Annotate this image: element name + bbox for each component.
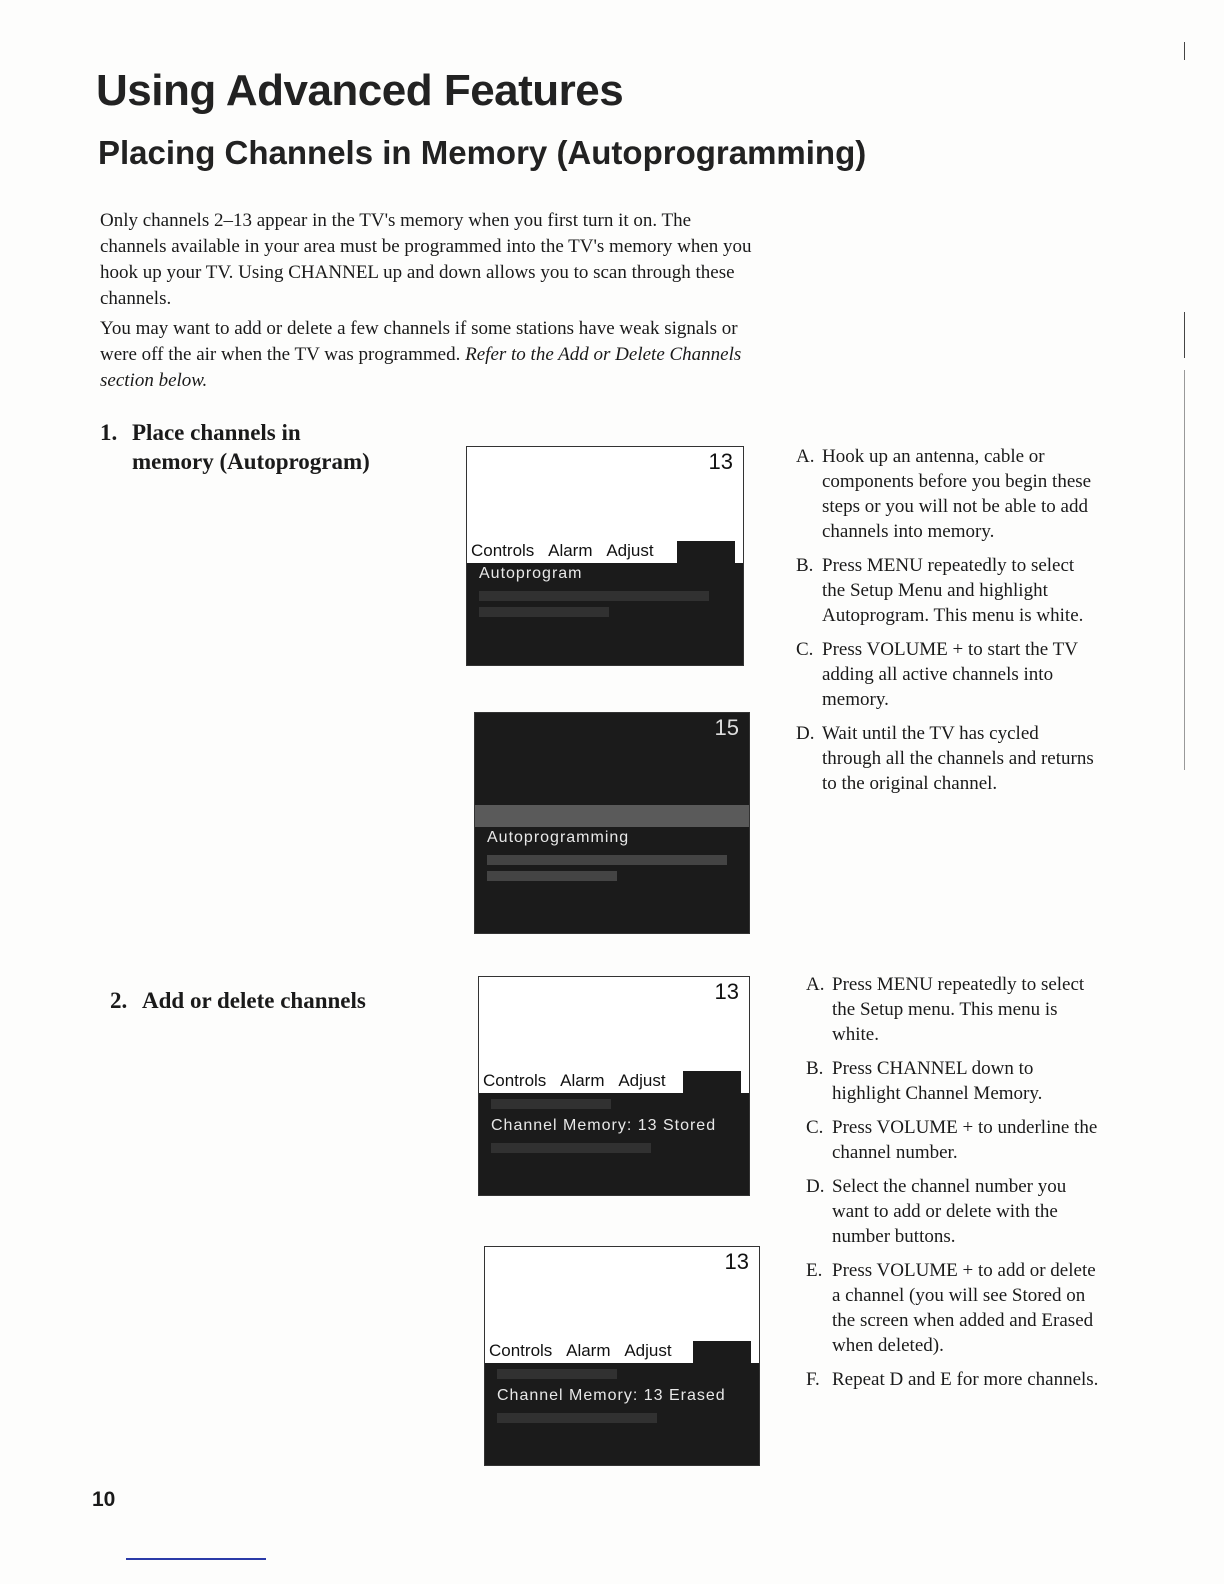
instruction-item: C. Press VOLUME + to underline the channel number.: [806, 1117, 1098, 1163]
menu-tab-setup: [683, 1071, 741, 1093]
instruction-item: B. Press CHANNEL down to highlight Channel Memory.: [806, 1058, 1043, 1104]
menu-tab-alarm: Alarm: [548, 541, 593, 560]
footer-rule: [126, 1558, 266, 1560]
instruction-item: D. Wait until the TV has cycled through all the channels and returns to the original channel.: [796, 723, 1094, 794]
instruction-item: D. Select the channel number you want to add or delete with the number buttons.: [806, 1176, 1067, 1247]
instruction-item: B. Press MENU repeatedly to select the Setup Menu and highlight Autoprogram. This menu is white.: [796, 555, 1084, 626]
menu-tab-alarm: Alarm: [560, 1071, 605, 1090]
faded-menu-line: [487, 871, 617, 881]
faded-menu-bar: [475, 805, 749, 827]
instruction-item: A. Press MENU repeatedly to select the Setup menu. This menu is white.: [806, 974, 1085, 1045]
intro-paragraph-2-reference: Refer to the Add or Delete Channels section below.: [100, 344, 742, 391]
tv-screen-channel-stored: [478, 976, 750, 1196]
faded-menu-line: [479, 607, 609, 617]
tv-screen-autoprogramming: [474, 712, 750, 934]
menu-highlight: Channel Memory: 13 Stored: [491, 1117, 717, 1134]
menu-tab-setup: [693, 1341, 751, 1363]
menu-panel: [475, 827, 749, 933]
faded-menu-line: [497, 1413, 657, 1423]
instruction-item: E. Press VOLUME + to add or delete a channel (you will see Stored on the screen when added and Erased when deleted).: [806, 1260, 1096, 1356]
menu-tab-alarm: Alarm: [566, 1341, 611, 1360]
section-title: Placing Channels in Memory (Autoprogramming): [98, 134, 867, 171]
scan-edge-mark: [1184, 42, 1185, 60]
step1-title: [100, 418, 370, 476]
faded-menu-line: [497, 1369, 617, 1379]
faded-menu-line: [487, 855, 727, 865]
step2-number: 2.: [110, 988, 128, 1013]
menu-panel: [479, 1093, 749, 1195]
scan-edge-mark: [1184, 370, 1185, 770]
step1-title-line1: Place channels in: [132, 420, 301, 445]
faded-menu-line: [479, 591, 709, 601]
menu-bar: [485, 1341, 759, 1363]
menu-tab-adjust: Adjust: [618, 1071, 666, 1090]
instruction-item: A. Hook up an antenna, cable or components before you begin these steps or you will not be able to add channels into memory.: [796, 446, 1092, 542]
step1-instructions: [796, 444, 1096, 805]
menu-panel: [467, 563, 743, 665]
channel-number: 13: [714, 979, 739, 1004]
menu-panel: [485, 1363, 759, 1465]
faded-menu-line: [491, 1143, 651, 1153]
menu-bar: [467, 541, 743, 563]
page-number: 10: [92, 1488, 116, 1511]
menu-bar: [479, 1071, 749, 1093]
intro-paragraph-1: Only channels 2–13 appear in the TV's memory when you first turn it on. The channels available in your area must be programmed into the TV's memory when you hook up your TV. Using CHANNEL up and down allows you to scan through these channels.: [100, 210, 752, 309]
channel-number: 13: [708, 449, 733, 474]
menu-tab-controls: Controls: [483, 1071, 547, 1090]
menu-highlight: Autoprogramming: [487, 829, 630, 846]
step2-title: [110, 986, 366, 1015]
tv-screen-autoprogram: [466, 446, 744, 666]
menu-highlight: Channel Memory: 13 Erased: [497, 1387, 726, 1404]
menu-tab-adjust: Adjust: [624, 1341, 672, 1360]
channel-number: 13: [724, 1249, 749, 1274]
menu-highlight: Autoprogram: [479, 565, 583, 582]
step1-title-line2: memory (Autoprogram): [132, 449, 370, 474]
intro-paragraph-2-text: You may want to add or delete a few channels if some stations have weak signals or were off the air when the TV was programmed.: [100, 318, 738, 365]
menu-tab-controls: Controls: [489, 1341, 553, 1360]
instruction-item: C. Press VOLUME + to start the TV adding all active channels into memory.: [796, 639, 1078, 710]
menu-tab-adjust: Adjust: [606, 541, 654, 560]
channel-number: 15: [714, 715, 739, 740]
scan-edge-mark: [1184, 312, 1185, 358]
tv-screen-channel-erased: [484, 1246, 760, 1466]
instruction-item: F. Repeat D and E for more channels.: [806, 1369, 1099, 1390]
step1-number: 1.: [100, 420, 118, 445]
page-title: Using Advanced Features: [96, 66, 624, 115]
faded-menu-line: [491, 1099, 611, 1109]
step2-title-text: Add or delete channels: [142, 988, 366, 1013]
intro-paragraph-2: [100, 316, 760, 394]
step2-instructions: [806, 972, 1106, 1401]
menu-tab-setup: [677, 541, 735, 563]
menu-tab-controls: Controls: [471, 541, 535, 560]
